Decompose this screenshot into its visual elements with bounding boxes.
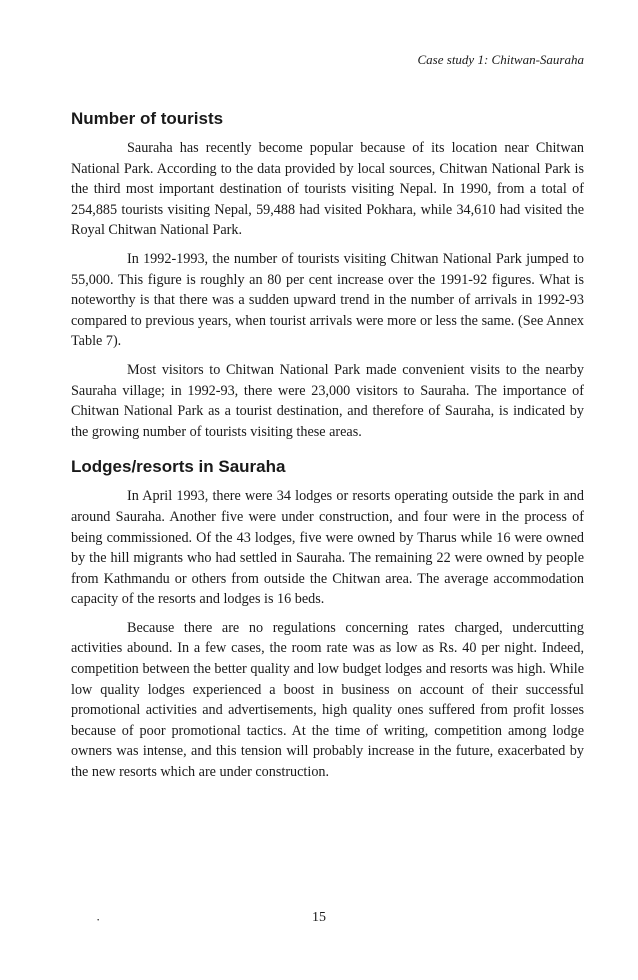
page-body	[71, 108, 584, 791]
paragraph: In April 1993, there were 34 lodges or resorts operating outside the park in and around Sauraha. Another five were under construction, and four were in the process of being commissioned. Of the 43 lodges, five were owned by Tharus while 16 were owned by the hill migrants who had settled in Sauraha. The remaining 22 were owned by people from Kathmandu or others from outside the Chitwan area. The average accommodation capacity of the resorts and lodges is 16 beds.	[71, 488, 584, 608]
paragraph: Sauraha has recently become popular because of its location near Chitwan National Park. According to the data provided by local sources, Chitwan National Park is the third most important destination of tourists visiting Nepal. In 1990, from a total of 254,885 tourists visiting Nepal, 59,488 had visited Pokhara, while 34,610 had visited the Royal Chitwan National Park.	[71, 140, 584, 239]
section-heading: Lodges/resorts in Sauraha	[71, 457, 286, 477]
paragraph: Because there are no regulations concerning rates charged, undercutting activities abound. In a few cases, the room rate was as low as Rs. 40 per night. Indeed, competition between the better quality and low budget lodges and resorts was high. While low quality lodges experienced a boost in business on account of their successful promotional activities and advertisements, high quality ones suffered from profit losses because of poor promotional tactics. At the time of writing, competition among lodge owners was intense, and this tension will probably increase in the future, exacerbated by the new resorts which are under construction.	[71, 619, 584, 781]
section-heading: Number of tourists	[71, 109, 224, 128]
section-number-of-tourists	[71, 108, 584, 442]
paragraph: Most visitors to Chitwan National Park made convenient visits to the nearby Sauraha village; in 1992-93, there were 23,000 visitors to Sauraha. The importance of Chitwan National Park as a tourist destination, and therefore of Sauraha, is indicated by the growing number of tourists visiting these areas.	[71, 361, 584, 440]
page-number: 15	[312, 910, 326, 925]
paragraph: In 1992-1993, the number of tourists visiting Chitwan National Park jumped to 55,000. This figure is roughly an 80 per cent increase over the 1991-92 figures. What is noteworthy is that there was a sudden upward trend in the number of arrivals in 1992-93 compared to previous years, when tourist arrivals were more or less the same. (See Annex Table 7).	[71, 250, 584, 350]
running-header: Case study 1: Chitwan-Sauraha	[417, 52, 584, 67]
footer-mark: ·	[96, 912, 101, 927]
section-lodges-resorts	[71, 456, 584, 782]
